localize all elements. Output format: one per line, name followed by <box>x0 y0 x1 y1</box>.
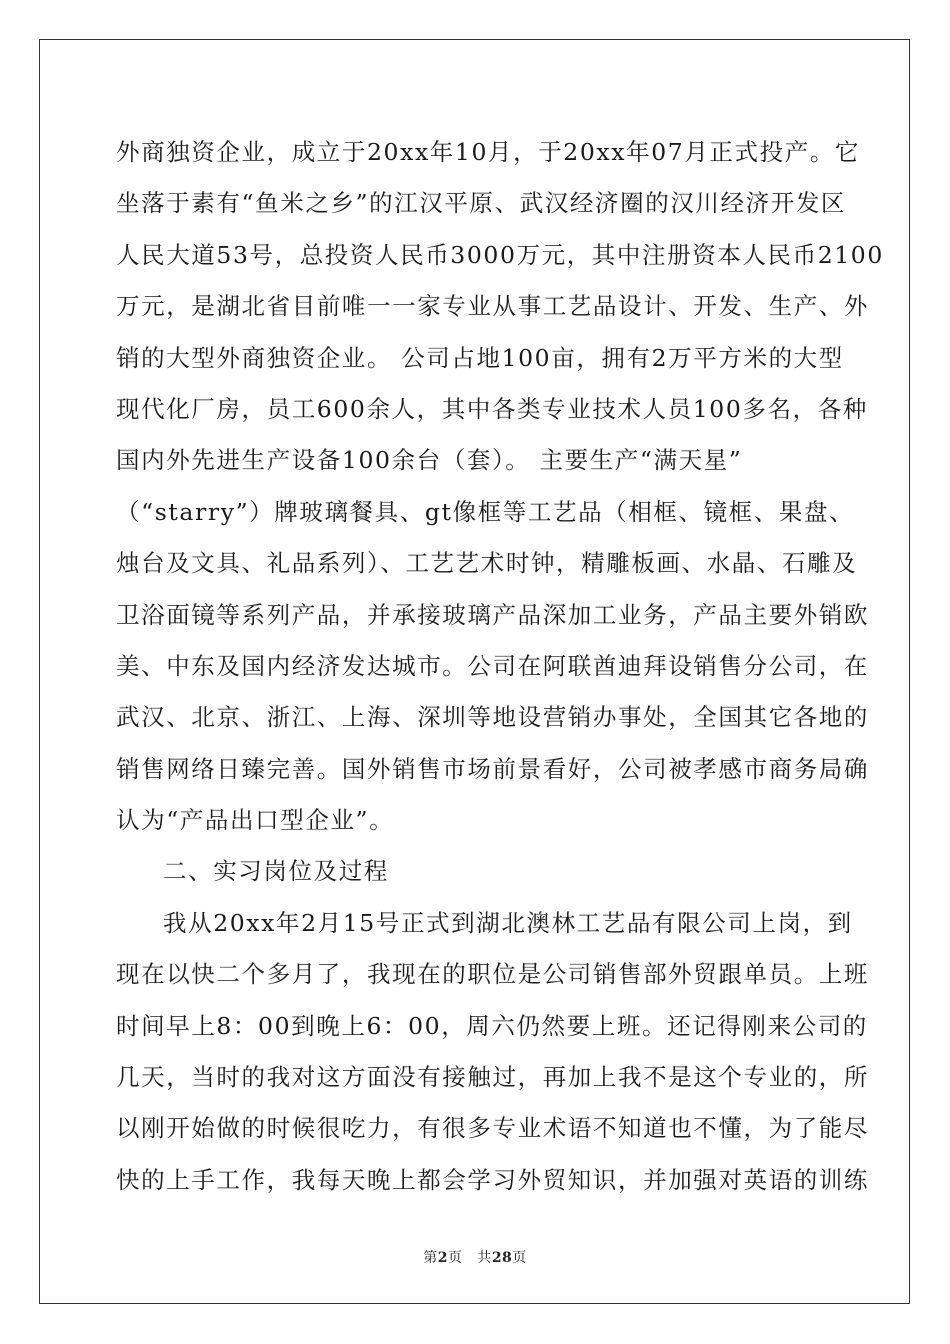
page-number: 2 <box>437 1250 448 1266</box>
footer-suffix: 页 <box>512 1250 527 1266</box>
text-line: 美、中东及国内经济发达城市。公司在阿联酋迪拜设销售分公司，在 <box>116 651 869 680</box>
document-body <box>116 133 884 1212</box>
text-line: 认为“产品出口型企业”。 <box>116 806 395 835</box>
text-line: 万元，是湖北省目前唯一一家专业从事工艺品设计、开发、生产、外 <box>116 292 869 321</box>
text-line: 国内外先进生产设备100余台（套）。 主要生产“满天星” <box>116 446 743 475</box>
text-line: 烛台及文具、礼品系列）、工艺艺术时钟，精雕板画、水晶、石雕及 <box>116 549 858 578</box>
text-line: 现代化厂房，员工600余人，其中各类专业技术人员100多名，各种 <box>116 394 868 423</box>
text-line: 武汉、北京、浙江、上海、深圳等地设营销办事处，全国其它各地的 <box>116 703 869 732</box>
text-line: 销的大型外商独资企业。 公司占地100亩，拥有2万平方米的大型 <box>116 343 844 372</box>
page-footer <box>0 1247 950 1267</box>
section-heading: 二、实习岗位及过程 <box>163 857 389 886</box>
text-line: 现在以快二个多月了，我现在的职位是公司销售部外贸跟单员。上班 <box>116 960 869 989</box>
text-line: 快的上手工作，我每天晚上都会学习外贸知识，并加强对英语的训练 <box>116 1165 869 1194</box>
total-pages: 28 <box>491 1250 513 1266</box>
text-line: 坐落于素有“鱼米之乡”的江汉平原、武汉经济圈的汉川经济开发区 <box>116 189 847 218</box>
footer-prefix: 第 <box>423 1250 438 1266</box>
text-line: 以刚开始做的时候很吃力，有很多专业术语不知道也不懂，为了能尽 <box>116 1114 869 1143</box>
text-line: 几天，当时的我对这方面没有接触过，再加上我不是这个专业的，所 <box>116 1063 869 1092</box>
text-line: 外商独资企业，成立于20xx年10月，于20xx年07月正式投产。它 <box>116 138 861 166</box>
text-line: 时间早上8：00到晚上6：00，周六仍然要上班。还记得刚来公司的 <box>116 1011 868 1040</box>
text-line: 我从20xx年2月15号正式到湖北澳林工艺品有限公司上岗，到 <box>163 908 853 937</box>
text-line: 销售网络日臻完善。国外销售市场前景看好，公司被孝感市商务局确 <box>116 754 869 783</box>
footer-mid: 页 共 <box>447 1250 492 1266</box>
text-line: （“starry”）牌玻璃餐具、gt像框等工艺品（相框、镜框、果盘、 <box>116 497 855 526</box>
text-line: 卫浴面镜等系列产品，并承接玻璃产品深加工业务，产品主要外销欧 <box>116 600 869 629</box>
text-line: 人民大道53号，总投资人民币3000万元，其中注册资本人民币2100 <box>116 240 884 269</box>
